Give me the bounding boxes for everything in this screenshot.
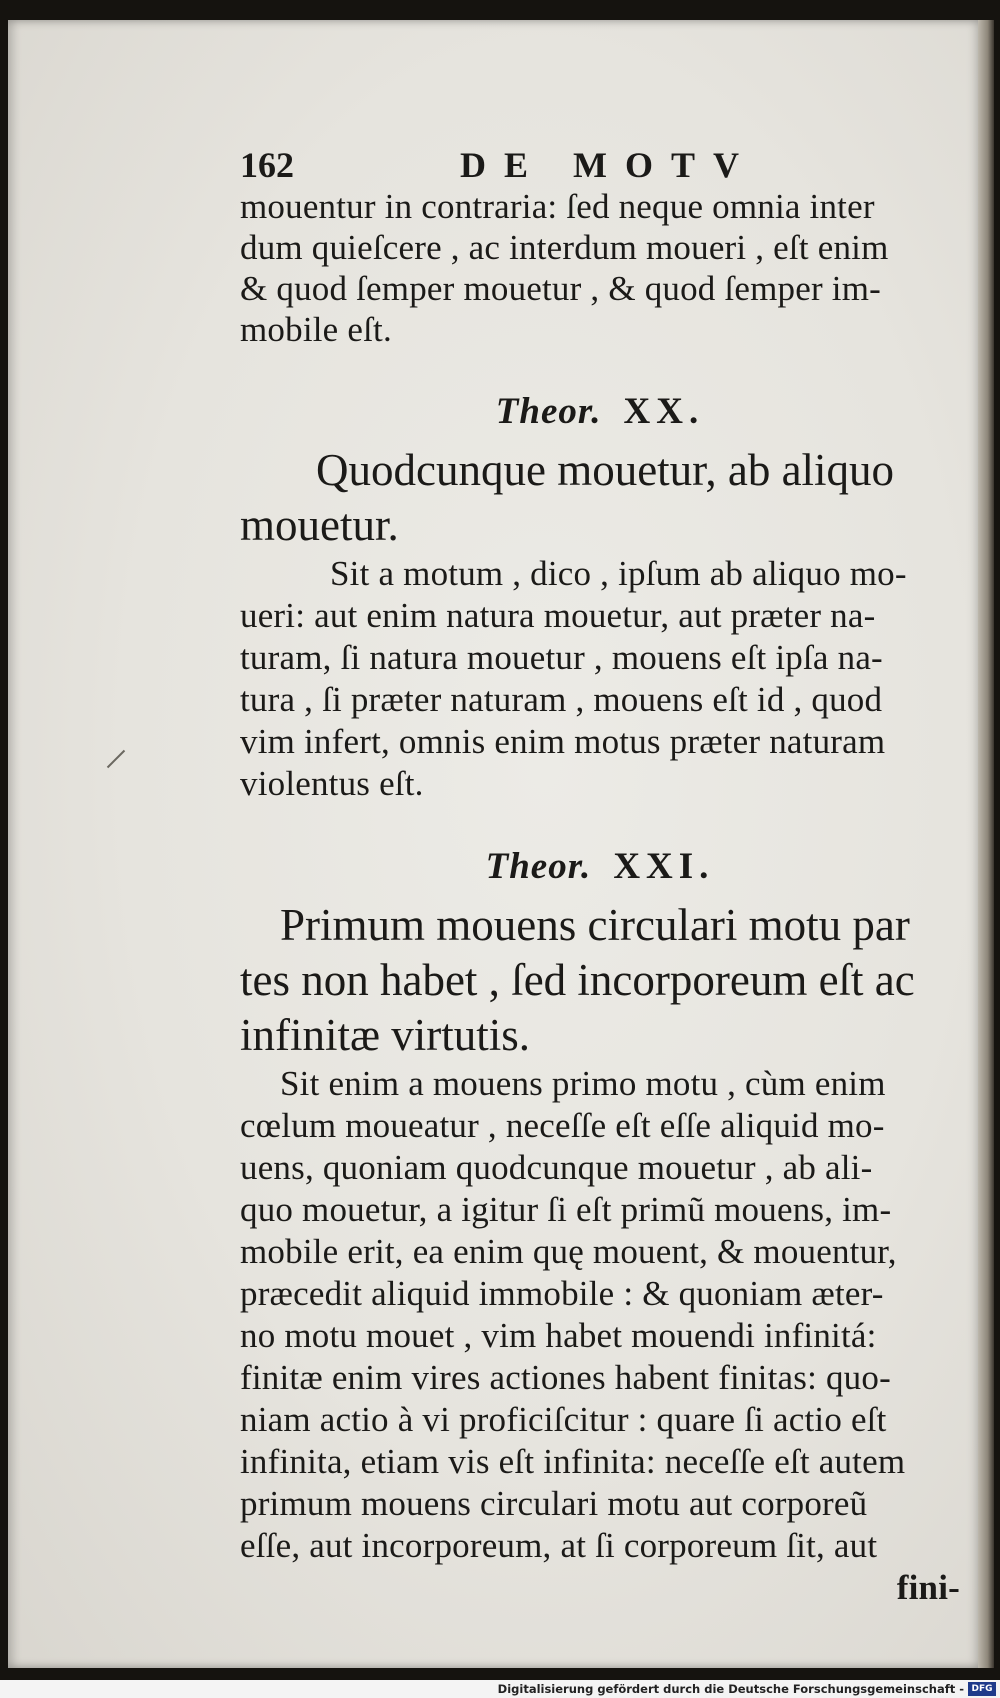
text-line: mobile eſt. xyxy=(240,310,392,349)
text-line: primum mouens circulari motu aut corporeũ xyxy=(240,1484,868,1523)
footer-credit: Digitalisierung gefördert durch die Deutsche Forschungsgemeinschaft - xyxy=(497,1682,964,1696)
text-line: Sit a motum , dico , ipſum ab aliquo mo- xyxy=(330,554,907,593)
text-line: uens, quoniam quodcunque mouetur , ab ali- xyxy=(240,1148,873,1187)
text-line: niam actio à vi proficiſcitur : quare ſi actio eſt xyxy=(240,1400,887,1439)
text-line: turam, ſi natura mouetur , mouens eſt ipſa na- xyxy=(240,638,883,677)
catchword: fini- xyxy=(896,1568,960,1607)
page-edge xyxy=(978,20,994,1668)
text-line: ueri: aut enim natura mouetur, aut præter na- xyxy=(240,596,876,635)
proposition-20 xyxy=(240,443,960,553)
dfg-logo: DFG xyxy=(968,1682,996,1696)
text-line: vim infert, omnis enim motus præter naturam xyxy=(240,722,886,761)
text-line: mobile erit, ea enim quę mouent, & mouentur, xyxy=(240,1232,897,1271)
theorem-label: Theor. xyxy=(495,391,602,432)
proposition-line: infinitæ virtutis. xyxy=(240,1010,531,1060)
theorem-number: XXI. xyxy=(613,846,715,887)
text-line: infinita, etiam vis eſt infinita: neceſſe eſt autem xyxy=(240,1442,906,1481)
proposition-line: Primum mouens circulari motu par xyxy=(280,900,910,950)
proposition-line: tes non habet , ſed incorporeum eſt ac xyxy=(240,955,915,1005)
text-line: eſſe, aut incorporeum, at ſi corporeum ſit, aut xyxy=(240,1526,878,1565)
text-line: violentus eſt. xyxy=(240,764,424,803)
page-number: 162 xyxy=(240,145,294,185)
theorem-20-heading xyxy=(240,390,960,433)
proposition-line: mouetur. xyxy=(240,500,399,550)
text-line: præcedit aliquid immobile : & quoniam æter- xyxy=(240,1274,884,1313)
paragraph-1 xyxy=(240,186,960,350)
proposition-line: Quodcunque mouetur, ab aliquo xyxy=(316,445,895,495)
theorem-21-heading xyxy=(240,845,960,888)
text-line: no motu mouet , vim habet mouendi infinitá: xyxy=(240,1316,877,1355)
text-line: finitæ enim vires actiones habent finitas: quo- xyxy=(240,1358,891,1397)
theorem-label: Theor. xyxy=(485,846,592,887)
paragraph-3 xyxy=(240,1063,960,1609)
text-line: cœlum moueatur , neceſſe eſt eſſe aliquid mo- xyxy=(240,1106,885,1145)
text-line: quo mouetur, a igitur ſi eſt primũ mouens, im- xyxy=(240,1190,892,1229)
theorem-number: XX. xyxy=(623,391,705,432)
page-text xyxy=(240,138,960,1609)
proposition-21 xyxy=(240,898,960,1063)
text-line: & quod ſemper mouetur , & quod ſemper im- xyxy=(240,269,881,308)
text-line: dum quieſcere , ac interdum moueri , eſt enim xyxy=(240,228,889,267)
text-line: mouentur in contraria: ſed neque omnia inter xyxy=(240,187,875,226)
paragraph-2 xyxy=(240,553,960,805)
running-title: DE MOTV xyxy=(460,145,757,185)
text-line: tura , ſi præter naturam , mouens eſt id , quod xyxy=(240,680,883,719)
running-head xyxy=(240,138,960,186)
text-line: Sit enim a mouens primo motu , cùm enim xyxy=(280,1064,886,1103)
